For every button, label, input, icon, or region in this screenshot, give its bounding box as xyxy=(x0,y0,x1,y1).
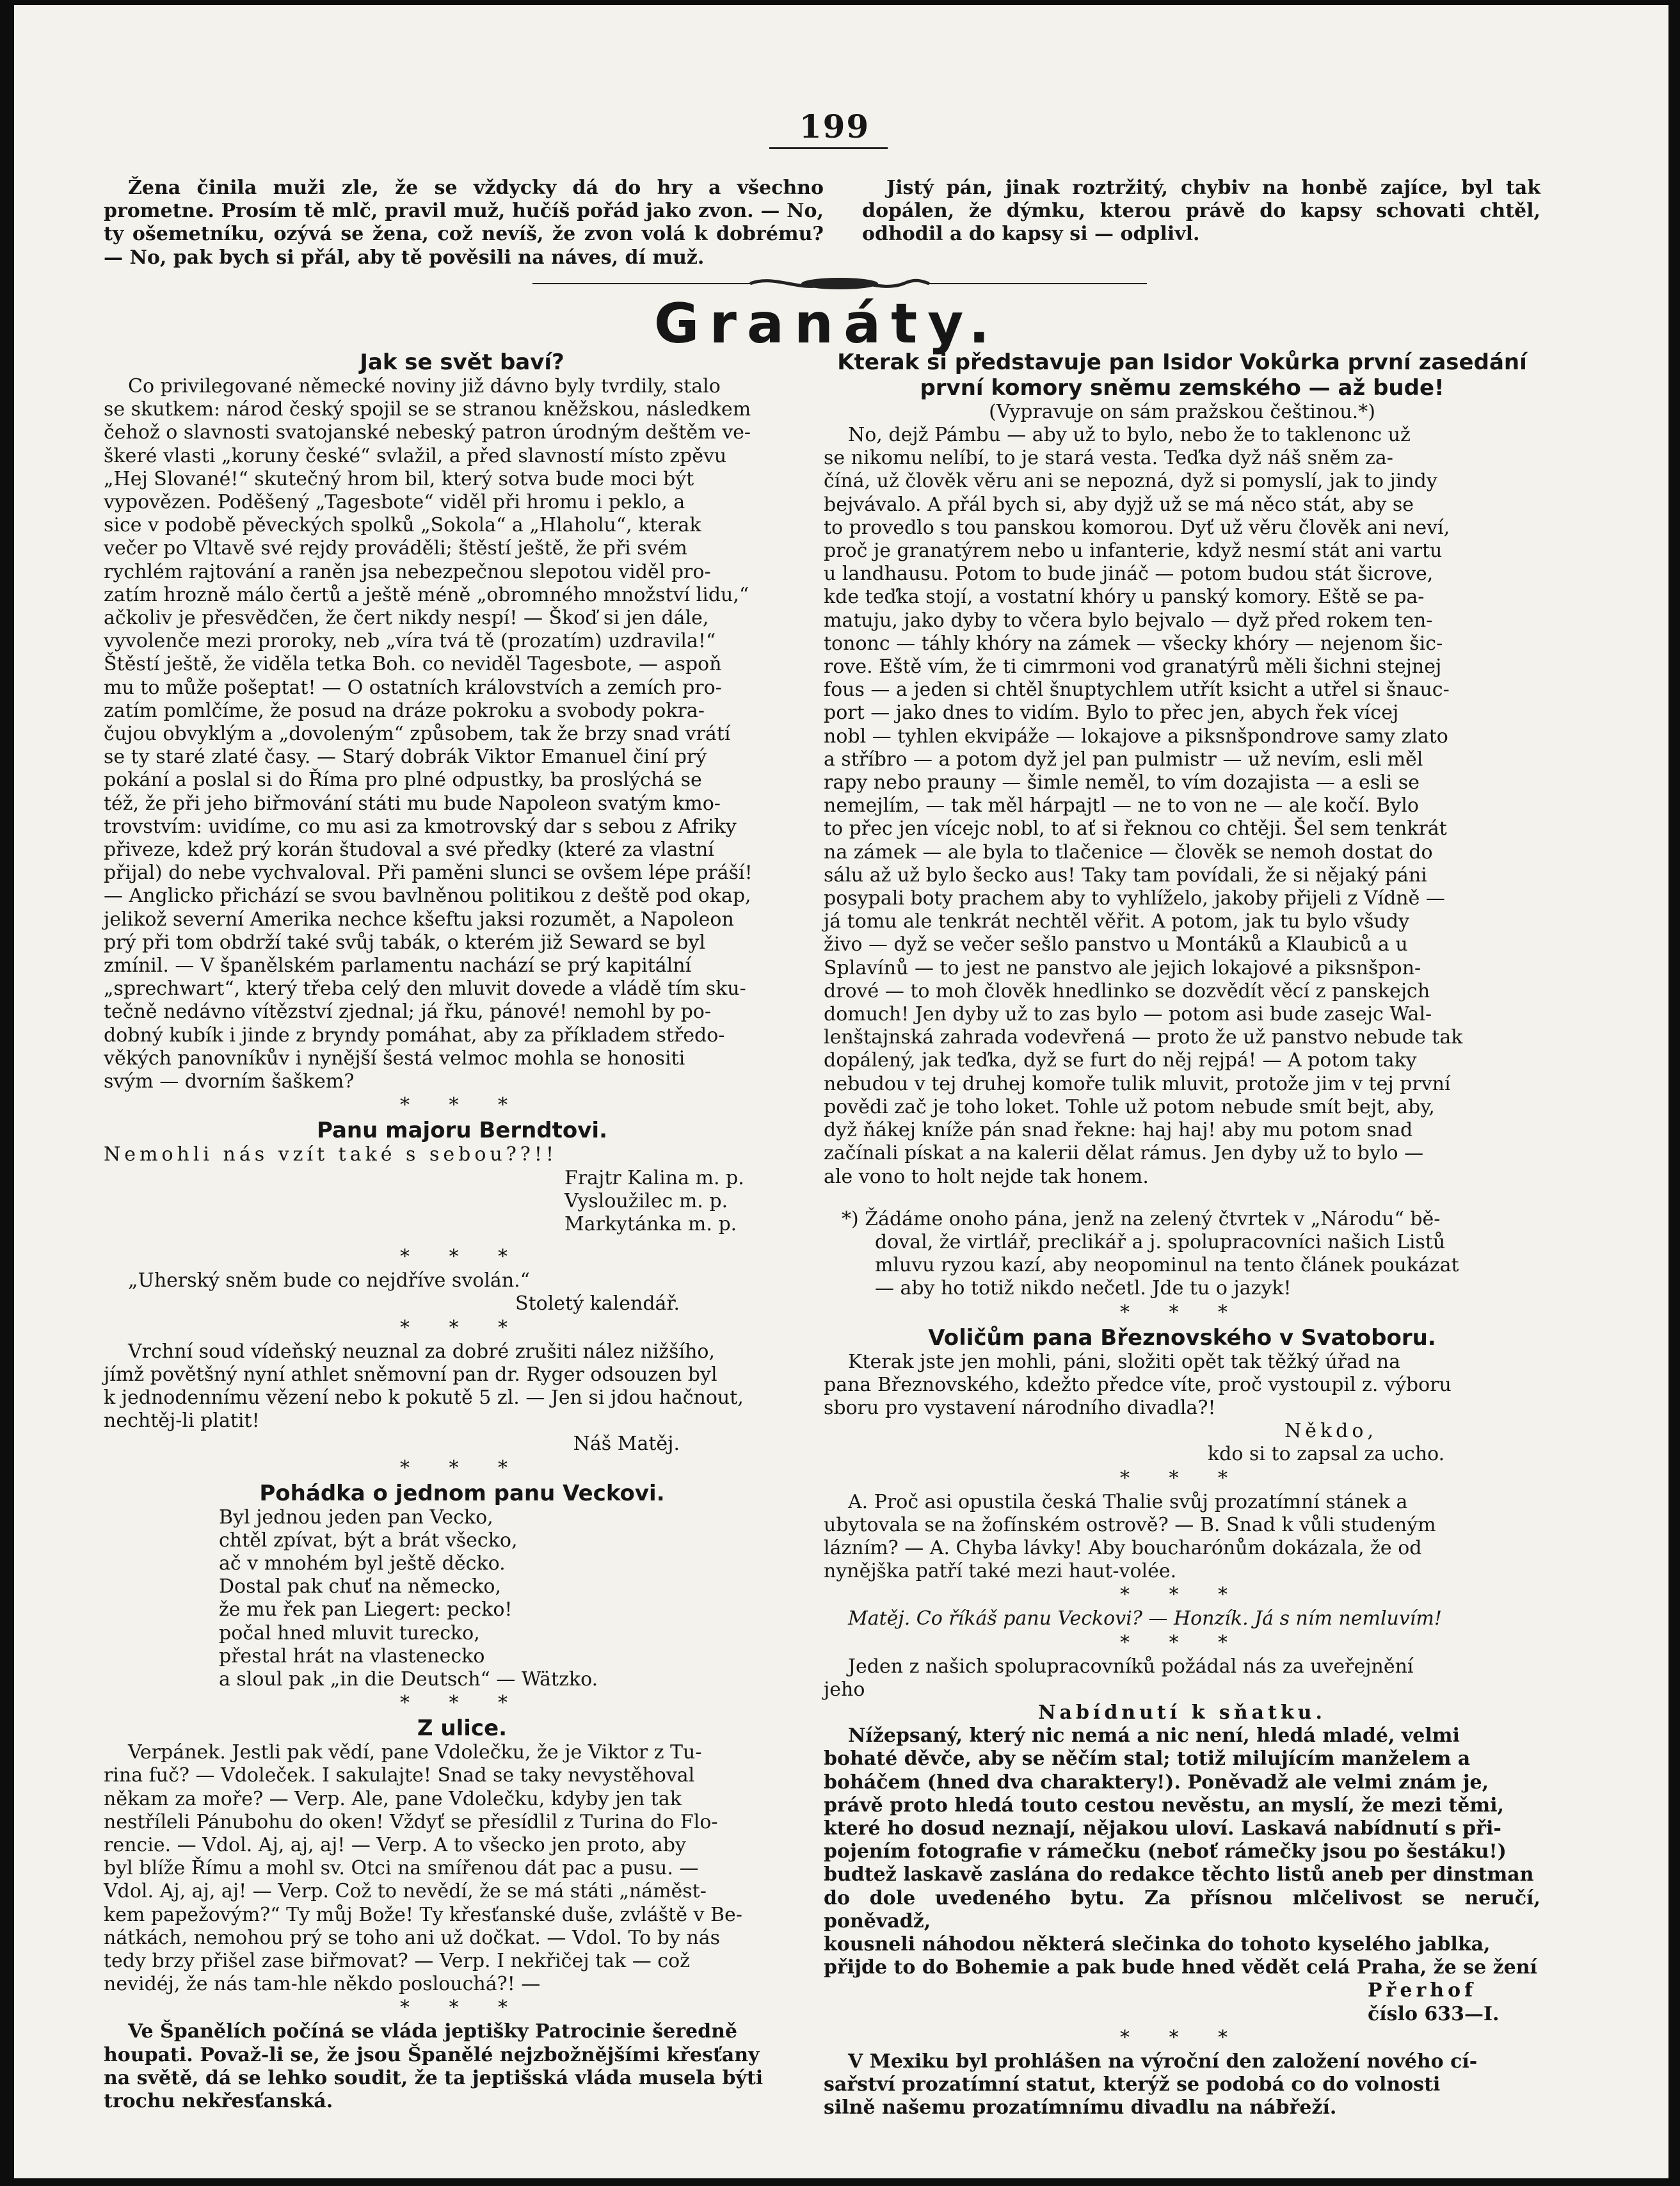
text-line: do dole uvedeného bytu. Za přísnou mlčelivost se neručí, poněvadž, xyxy=(824,1886,1540,1933)
article-title-z-ulice: Z ulice. xyxy=(417,1716,508,1742)
text-line: nemejlím, — tak měl hárpajtl — ne to von ne — ale kočí. Bylo xyxy=(824,794,1419,817)
text-line: posypali boty prachem aby to vyhlíželo, jakoby přijeli z Vídně — xyxy=(824,887,1445,910)
article-title-vokurka: Kterak si představuje pan Isidor Vokůrka první zasedání první komory sněmu zemského — až bude! xyxy=(837,350,1527,401)
text-line: čujou obvyklým a „dovoleným“ způsobem, tak že brzy snad vrátí xyxy=(104,723,731,746)
masthead-title: Granáty. xyxy=(653,292,1000,356)
text-line: Ve Španělích počíná se vláda jeptišky Patrocinie šeredně xyxy=(128,2020,737,2043)
text-line: pojením fotografie v rámečku (neboť rámečky jsou po šestáku!) xyxy=(824,1840,1507,1863)
text-line: u landhausu. Potom to bude jináč — potom budou stát šicrove, xyxy=(824,563,1434,586)
article-z-ulice xyxy=(104,1741,820,1996)
poem-line: přestal hrát na vlastenecko xyxy=(219,1644,485,1668)
text-line: to přec jen vícejc nobl, to ať si řeknou co chtěji. Šel sem tenkrát xyxy=(824,817,1447,840)
section-stars: * * * xyxy=(1119,1584,1245,1607)
text-line: rina fuč? — Vdoleček. I sakulajte! Snad se taky nevystěhoval xyxy=(104,1764,695,1787)
text-line: jelikož severní Amerika nechce kšeftu jaksi rozumět, a Napoleon xyxy=(104,908,734,931)
text-line: přijde to do Bohemie a pak bude hned vědět celá Praha, že se žení xyxy=(824,1956,1537,1979)
section-stars: * * * xyxy=(399,1997,525,2020)
article-nabidnuti-intro xyxy=(824,1655,1540,1701)
signature-block xyxy=(104,1167,820,1237)
text-line: nechtěj-li platit! xyxy=(104,1410,260,1433)
section-stars: * * * xyxy=(399,1316,525,1339)
right-column xyxy=(824,350,1540,2119)
text-line: Štěstí ještě, že viděla tetka Boh. co neviděl Tagesbote, — aspoň xyxy=(104,653,722,676)
article-vokurka xyxy=(824,424,1540,1189)
text-line: Vdol. Aj, aj, aj! — Verp. Což to nevědí, že se má státi „náměst- xyxy=(104,1880,707,1903)
text-line: Jeden z našich spolupracovníků požádal nás za uveřejnění xyxy=(848,1655,1414,1678)
text-line: svým — dvorním šaškem? xyxy=(104,1070,355,1093)
text-line: proč je granatýrem nebo u infanterie, když nesmí stát ani vartu xyxy=(824,540,1443,563)
text-line: ale vono to holt nejde tak honem. xyxy=(824,1165,1149,1188)
text-line: se skutkem: národ český spojil se se stranou kněžskou, následkem xyxy=(104,398,751,421)
poem-line: že mu řek pan Liegert: pecko! xyxy=(219,1598,513,1621)
poem-line: počal hned mluvit turecko, xyxy=(219,1621,480,1644)
text-line: též, že při jeho biřmování státi mu bude Napoleon svatým kmo- xyxy=(104,792,721,815)
text-line: dyž ňákej kníže pán snad řekne: haj haj! aby mu potom snad xyxy=(824,1119,1413,1142)
article-vokurka-subtitle: (Vypravuje on sám pražskou češtinou.*) xyxy=(989,401,1375,423)
text-line: silně našemu prozatímnímu divadlu na nábřeží. xyxy=(824,2096,1337,2119)
text-line: někam za moře? — Verp. Ale, pane Vdolečku, kdyby jen tak xyxy=(104,1787,682,1810)
text-line: pana Březnovského, kdežto předce víte, proč vystoupil z. výboru xyxy=(824,1373,1452,1396)
text-line: škeré vlasti „koruny české“ svlažil, a před slavností místo zpěvu xyxy=(104,444,727,467)
text-line: zmínil. — V španělském parlamentu nachází se prý kapitální xyxy=(104,954,692,977)
text-line: a stříbro — a potom dyž jel pan pulmistr — už nevím, esli měl xyxy=(824,748,1423,771)
text-line: na světě, dá se lehko soudit, že ta jeptišská vláda musela býti xyxy=(104,2066,764,2089)
text-line: port — jako dnes to vidím. Bylo to přec jen, abych řek vícej xyxy=(824,702,1399,725)
text-line: já tomu ale tenkrát nechtěl věřit. A potom, jak tu bylo všudy xyxy=(824,910,1410,933)
text-line: sboru pro vystavení národního divadla?! xyxy=(824,1396,1216,1419)
article-panu-majoru-line: Nemohli nás vzít také s sebou??!! xyxy=(104,1143,557,1166)
text-line: na zámek — ale byla to tlačenice — člověk se nemoh dostat do xyxy=(824,840,1433,864)
text-line: číná, už člověk věru ani se nepozná, dyž si pomyslí, jak to jindy xyxy=(824,470,1437,493)
text-line: přijal) do nebe vychvaloval. Při paměni slunci se ovšem lépe práší! xyxy=(104,862,753,885)
text-line: rychlém rajtování a raněn jsa nebezpečnou slepotou viděl pro- xyxy=(104,560,711,583)
poem-line: ač v mnohém byl ještě děcko. xyxy=(219,1552,506,1575)
poem-line: Byl jednou jeden pan Vecko, xyxy=(219,1506,493,1529)
anecdote-wife-text: Žena činila muži zle, že se vždycky dá do hry a všechno prometne. Prosím tě mlč, pravil muž, hučíš pořád jako zvon. — No, ty ošemetníku, ozývá se žena, což nevíš, že zvon volá k dobrému? — No, pak bych si přál, aby tě pověsili na náves, dí muž. xyxy=(104,177,824,269)
poem-line: chtěl zpívat, být a brát všecko, xyxy=(219,1529,518,1552)
article-ve-spanelich xyxy=(104,2020,820,2113)
text-line: kem papežovým?“ Ty můj Bože! Ty křesťanské duše, zvláště v Be- xyxy=(104,1903,742,1926)
article-matej-honzik: Matěj. Co říkáš panu Veckovi? — Honzík. Já s ním nemluvím! xyxy=(848,1607,1442,1630)
text-line: začínali pískat a na kalerii dělat rámus. Jen dyby už to bylo — xyxy=(824,1142,1424,1165)
text-line: mu to může pošeptat! — O ostatních královstvích a zemích pro- xyxy=(104,676,722,699)
text-line: fous — a jeden si chtěl šnuptychlem utřít ksicht a utřel si šnauc- xyxy=(824,679,1450,702)
text-line: trovstvím: uvidíme, co mu asi za kmotrovský dar s sebou z Afriky xyxy=(104,815,737,838)
text-line: rapy nebo prauny — šimle neměl, to vím dozajista — a esli se xyxy=(824,771,1420,794)
text-line: lenštajnská zahrada vodevřená — proto že už panstvo nebude tak xyxy=(824,1026,1463,1049)
article-nabidnuti-body xyxy=(824,1724,1540,1979)
section-stars: * * * xyxy=(399,1246,525,1269)
footnote xyxy=(824,1208,1540,1301)
text-line: Splavínů — to jest ne panstvo ale jejich lokajové a piksnšpon- xyxy=(824,956,1421,979)
text-line: trochu nekřesťanská. xyxy=(104,2090,333,2112)
text-line: tedy brzy přišel zase biřmovat? — Verp. I nekřičej tak — což xyxy=(104,1949,690,1972)
text-line: sálu až už bylo šecko aus! Taky tam povídali, že si nějaký páni xyxy=(824,864,1427,887)
footnote-line: doval, že virtlář, preclikář a j. spolupracovníci našich Listů xyxy=(875,1230,1446,1253)
article-mexiko xyxy=(824,2050,1540,2120)
text-line: kde teďka stojí, a vostatní khóry u panský komory. Eště se pa- xyxy=(824,586,1425,609)
article-title-panu-majoru: Panu majoru Berndtovi. xyxy=(316,1118,608,1144)
text-line: bejvávalo. A přál bych si, aby dyjž už se má něco stát, aby se xyxy=(824,493,1414,516)
newspaper-page xyxy=(14,5,1668,2178)
article-volicum-signature-2: kdo si to zapsal za ucho. xyxy=(1208,1443,1445,1466)
text-line: kousneli náhodou některá slečinka do tohoto kyselého jablka, xyxy=(824,1933,1491,1956)
section-stars: * * * xyxy=(1119,1467,1245,1490)
text-line: povědi zač je toho loket. Tohle už potom nebude smít bejt, aby, xyxy=(824,1095,1435,1118)
text-line: rove. Eště vím, že ti cimrmoni vod granatýrů měli šichni stejnej xyxy=(824,655,1442,679)
article-vrchni-soud-signature: Náš Matěj. xyxy=(573,1433,680,1456)
text-line: to provedlo s tou panskou komorou. Dyť už věru člověk ani neví, xyxy=(824,516,1450,539)
section-stars: * * * xyxy=(399,1094,525,1117)
text-line: No, dejž Pámbu — aby už to bylo, nebo že to taklenonc už xyxy=(848,424,1411,446)
signature-line: Vysloužilec m. p. xyxy=(564,1189,728,1212)
article-title-nabidnuti: Nabídnutí k sňatku. xyxy=(1038,1701,1326,1724)
text-line: vyvolenče mezi proroky, neb „víra tvá tě (prozatím) uzdravila!“ xyxy=(104,630,716,653)
text-line: prý při tom obdrží také svůj tabák, o kterém již Seward se byl xyxy=(104,931,706,954)
anecdote-hunter-text: Jistý pán, jinak roztržitý, chybiv na honbě zajíce, byl tak dopálen, že dýmku, kterou právě do kapsy schovati chtěl, odhodil a do kapsy si — odplivl. xyxy=(862,177,1540,246)
poem-pohadka xyxy=(104,1506,820,1692)
text-line: Co privilegované německé noviny již dávno byly tvrdily, stalo xyxy=(128,375,721,398)
text-line: jímž povětšný nyní athlet sněmovní pan dr. Ryger odsouzen byl xyxy=(104,1363,717,1386)
text-line: drové — to moh člověk hnedlinko se dozvědít věcí z panskejch xyxy=(824,979,1430,1002)
article-volicum xyxy=(824,1351,1540,1420)
section-stars: * * * xyxy=(1119,1301,1245,1324)
text-line: věkých panovníkův i nynější šestá velmoc mohla se honositi xyxy=(104,1047,685,1070)
text-line: se nikomu nelíbí, to je stará vesta. Teďka dyž náš sněm za- xyxy=(824,447,1393,470)
article-title-volicum: Voličům pana Březnovského v Svatoboru. xyxy=(928,1324,1436,1351)
text-line: vypovězen. Poděšený „Tagesbote“ viděl při hromu i peklo, a xyxy=(104,491,685,514)
text-line: se ty staré zlaté časy. — Starý dobrák Viktor Emanuel činí prý xyxy=(104,746,707,769)
text-line: sice v podobě pěveckých spolků „Sokola“ a „Hlaholu“, kterak xyxy=(104,514,701,537)
text-line: rencie. — Vdol. Aj, aj, aj! — Verp. A to všecko jen proto, aby xyxy=(104,1833,686,1856)
text-line: tononc — táhly khóry na zámek — všecky khóry — nejenom šic- xyxy=(824,632,1443,655)
section-stars: * * * xyxy=(399,1456,525,1479)
text-line: jeho xyxy=(824,1678,865,1701)
text-line: matuju, jako dyby to včera bylo bejvalo — dyž před rokem ten- xyxy=(824,609,1433,632)
text-line: ubytovala se na žofínském ostrově? — B. Snad k vůli studeným xyxy=(824,1513,1436,1536)
text-line: Kterak jste jen mohli, páni, složiti opět tak těžký úřad na xyxy=(848,1350,1400,1373)
text-line: byl blíže Římu a mohl sv. Otci na smířenou dát pac a pusu. — xyxy=(104,1857,699,1880)
text-line: ačkoliv je přesvědčen, že čert nikdy nespí! — Škoď si jen dále, xyxy=(104,607,709,630)
footnote-line: — aby ho totiž nikdo nečetl. Jde tu o jazyk! xyxy=(875,1277,1292,1300)
text-line: Vrchní soud vídeňský neuznal za dobré zrušiti nález nižšího, xyxy=(128,1340,716,1363)
text-line: večer po Vltavě své rejdy prováděli; štěstí ještě, že při svém xyxy=(104,537,687,560)
article-title-pohadka: Pohádka o jednom panu Veckovi. xyxy=(259,1480,665,1506)
text-line: budtež laskavě zaslána do redakce těchto listů aneb per dinstman xyxy=(824,1863,1534,1886)
section-stars: * * * xyxy=(1119,2026,1245,2049)
text-line: nebudou v tej druhej komoře tulik mluvit, protože jim v tej první xyxy=(824,1072,1451,1095)
article-uhersky-snem-signature: Stoletý kalendář. xyxy=(515,1292,680,1315)
anecdote-absent-minded-hunter xyxy=(862,177,1540,246)
text-line: Verpánek. Jestli pak vědí, pane Vdolečku, že je Viktor z Tu- xyxy=(128,1741,702,1764)
text-line: bohaté děvče, aby se něčím stal; totiž milujícím manželem a xyxy=(824,1748,1471,1771)
left-column xyxy=(104,350,820,2113)
text-line: nynějška patří také mezi haut-volée. xyxy=(824,1560,1177,1583)
article-jak-se-svet-bavi xyxy=(104,375,820,1093)
text-line: tečně nedávno vítězství zjednal; já řku, pánové! nemohl by po- xyxy=(104,1001,711,1024)
text-line: „Hej Slované!“ skutečný hrom bil, který sotva bude moci být xyxy=(104,467,694,490)
text-line: zatím hrozně málo čertů a ještě méně „obromného množství lidu,“ xyxy=(104,583,749,606)
decorative-ornament xyxy=(532,273,1147,294)
section-stars: * * * xyxy=(399,1692,525,1715)
article-nabidnuti-address: číslo 633—I. xyxy=(1368,2002,1500,2025)
text-line: dobný kubík i jinde z bryndy pomáhat, aby za příkladem středo- xyxy=(104,1024,725,1047)
text-line: čehož o slavnosti svatojanské nebeský patron úrodným deštěm ve- xyxy=(104,421,751,444)
page-number: 199 xyxy=(799,108,870,145)
text-line: nestříleli Pánubohu do oken! Vždyť se přesídlil z Turina do Flo- xyxy=(104,1810,718,1833)
footnote-line: *) Žádáme onoho pána, jenž na zelený čtvrtek v „Národu“ bě- xyxy=(842,1207,1441,1230)
text-line: zatím pomlčíme, že posud na dráze pokroku a svobody pokra- xyxy=(104,699,705,722)
text-line: nobl — tyhlen ekvipáže — lokajove a piksnšpondrove samy zlato xyxy=(824,725,1448,748)
text-line: houpati. Považ-li se, že jsou Španělé nejzbožnějšími křesťany xyxy=(104,2043,760,2066)
signature-line: Frajtr Kalina m. p. xyxy=(564,1166,744,1189)
section-stars: * * * xyxy=(1119,1631,1245,1654)
text-line: Nížepsaný, který nic nemá a nic není, hledá mladé, velmi xyxy=(848,1724,1460,1748)
text-line: sařství prozatímní statut, kterýž se podobá co do volnosti xyxy=(824,2073,1441,2096)
text-line: „sprechwart“, který třeba celý den mluvit dovede a vládě tím sku- xyxy=(104,977,746,1001)
anecdote-wife-and-bell xyxy=(104,177,824,269)
footnote-line: mluvu ryzou kazí, aby neopominul na tento článek poukázat xyxy=(875,1254,1459,1277)
article-volicum-signature: Někdo, xyxy=(1284,1420,1377,1443)
text-line: domuch! Jen dyby už to zas bylo — potom asi bude zasejc Wal- xyxy=(824,1003,1432,1026)
text-line: dopálený, jak teďka, dyž se furt do něj rejpá! — A potom taky xyxy=(824,1049,1417,1072)
article-thalie xyxy=(824,1491,1540,1584)
text-line: živo — dyž se večer sešlo panstvo u Montáků a Klaubiců a u xyxy=(824,933,1408,956)
article-vrchni-soud xyxy=(104,1340,820,1433)
text-line: nevidéj, že nás tam-hle někdo poslouchá?! — xyxy=(104,1973,541,1996)
poem-line: a sloul pak „in die Deutsch“ — Wätzko. xyxy=(219,1668,598,1691)
article-title-jak-se-svet-bavi: Jak se svět baví? xyxy=(360,350,564,375)
text-line: k jednodennímu vězení nebo k pokutě 5 zl. — Jen si jdou hačnout, xyxy=(104,1386,744,1409)
text-line: které ho dosud neznají, nějakou uloví. Laskavá nabídnutí s při- xyxy=(824,1817,1501,1840)
text-line: boháčem (hned dva charaktery!). Poněvadž ale velmi znám je, xyxy=(824,1771,1489,1794)
text-line: pokání a poslal si do Říma pro plné odpustky, ba proslýchá se xyxy=(104,769,702,792)
article-nabidnuti-signature: Přerhof xyxy=(1368,1979,1476,2002)
text-line: — Anglicko přichází se svou bavlněnou politikou z deště pod okap, xyxy=(104,885,751,908)
poem-line: Dostal pak chuť na německo, xyxy=(219,1575,502,1598)
text-line: lázním? — A. Chyba lávky! Aby boucharónům dokázala, že od xyxy=(824,1536,1422,1559)
text-line: nátkách, nemohou prý se toho ani už dočkat. — Vdol. To by nás xyxy=(104,1926,721,1949)
page-number-rule xyxy=(769,147,888,149)
text-line: přiveze, kdež prý korán študoval a své předky (které za vlastní xyxy=(104,839,714,862)
text-line: A. Proč asi opustila česká Thalie svůj prozatímní stánek a xyxy=(848,1490,1408,1513)
text-line: právě proto hledá touto cestou nevěstu, an myslí, že mezi těmi, xyxy=(824,1794,1504,1817)
text-line: V Mexiku byl prohlášen na výroční den založení nového cí- xyxy=(848,2050,1478,2073)
article-uhersky-snem: „Uherský sněm bude co nejdříve svolán.“ xyxy=(128,1269,531,1292)
signature-line: Markytánka m. p. xyxy=(564,1212,737,1235)
